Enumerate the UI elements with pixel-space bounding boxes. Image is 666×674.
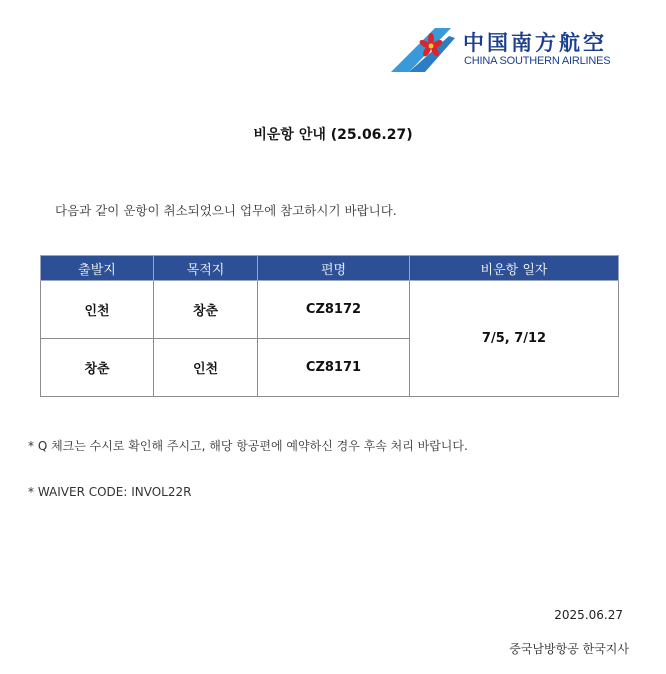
origin-cell: 창춘 [41,339,154,397]
logo-chinese-name: 中国南方航空 [463,31,607,55]
cancellation-table [40,255,619,397]
header-destination: 목적지 [154,256,258,281]
cancel-dates-cell: 7/5, 7/12 [410,281,619,397]
destination-cell: 인천 [154,339,258,397]
table-row [41,281,619,339]
header-flight: 편명 [258,256,410,281]
logo-english-name: CHINA SOUTHERN AIRLINES [464,55,611,67]
flight-cell: CZ8171 [258,339,410,397]
kapok-flower-icon [391,24,457,74]
destination-cell: 창춘 [154,281,258,339]
notice-date: 2025.06.27 [554,608,623,622]
header-cancel-dates: 비운항 일자 [410,256,619,281]
origin-cell: 인천 [41,281,154,339]
notice-intro: 다음과 같이 운항이 취소되었으니 업무에 참고하시기 바랍니다. [55,203,397,218]
waiver-code-note: * WAIVER CODE: INVOL22R [28,485,192,499]
notice-title: 비운항 안내 (25.06.27) [253,127,413,143]
flight-cell: CZ8172 [258,281,410,339]
header-origin: 출발지 [41,256,154,281]
china-southern-logo [391,24,631,76]
q-check-note: * Q 체크는 수시로 확인해 주시고, 해당 항공편에 예약하신 경우 후속 처리 바랍니다. [28,439,468,453]
issuing-office: 중국남방항공 한국지사 [509,642,629,656]
table-header-row [41,256,619,281]
